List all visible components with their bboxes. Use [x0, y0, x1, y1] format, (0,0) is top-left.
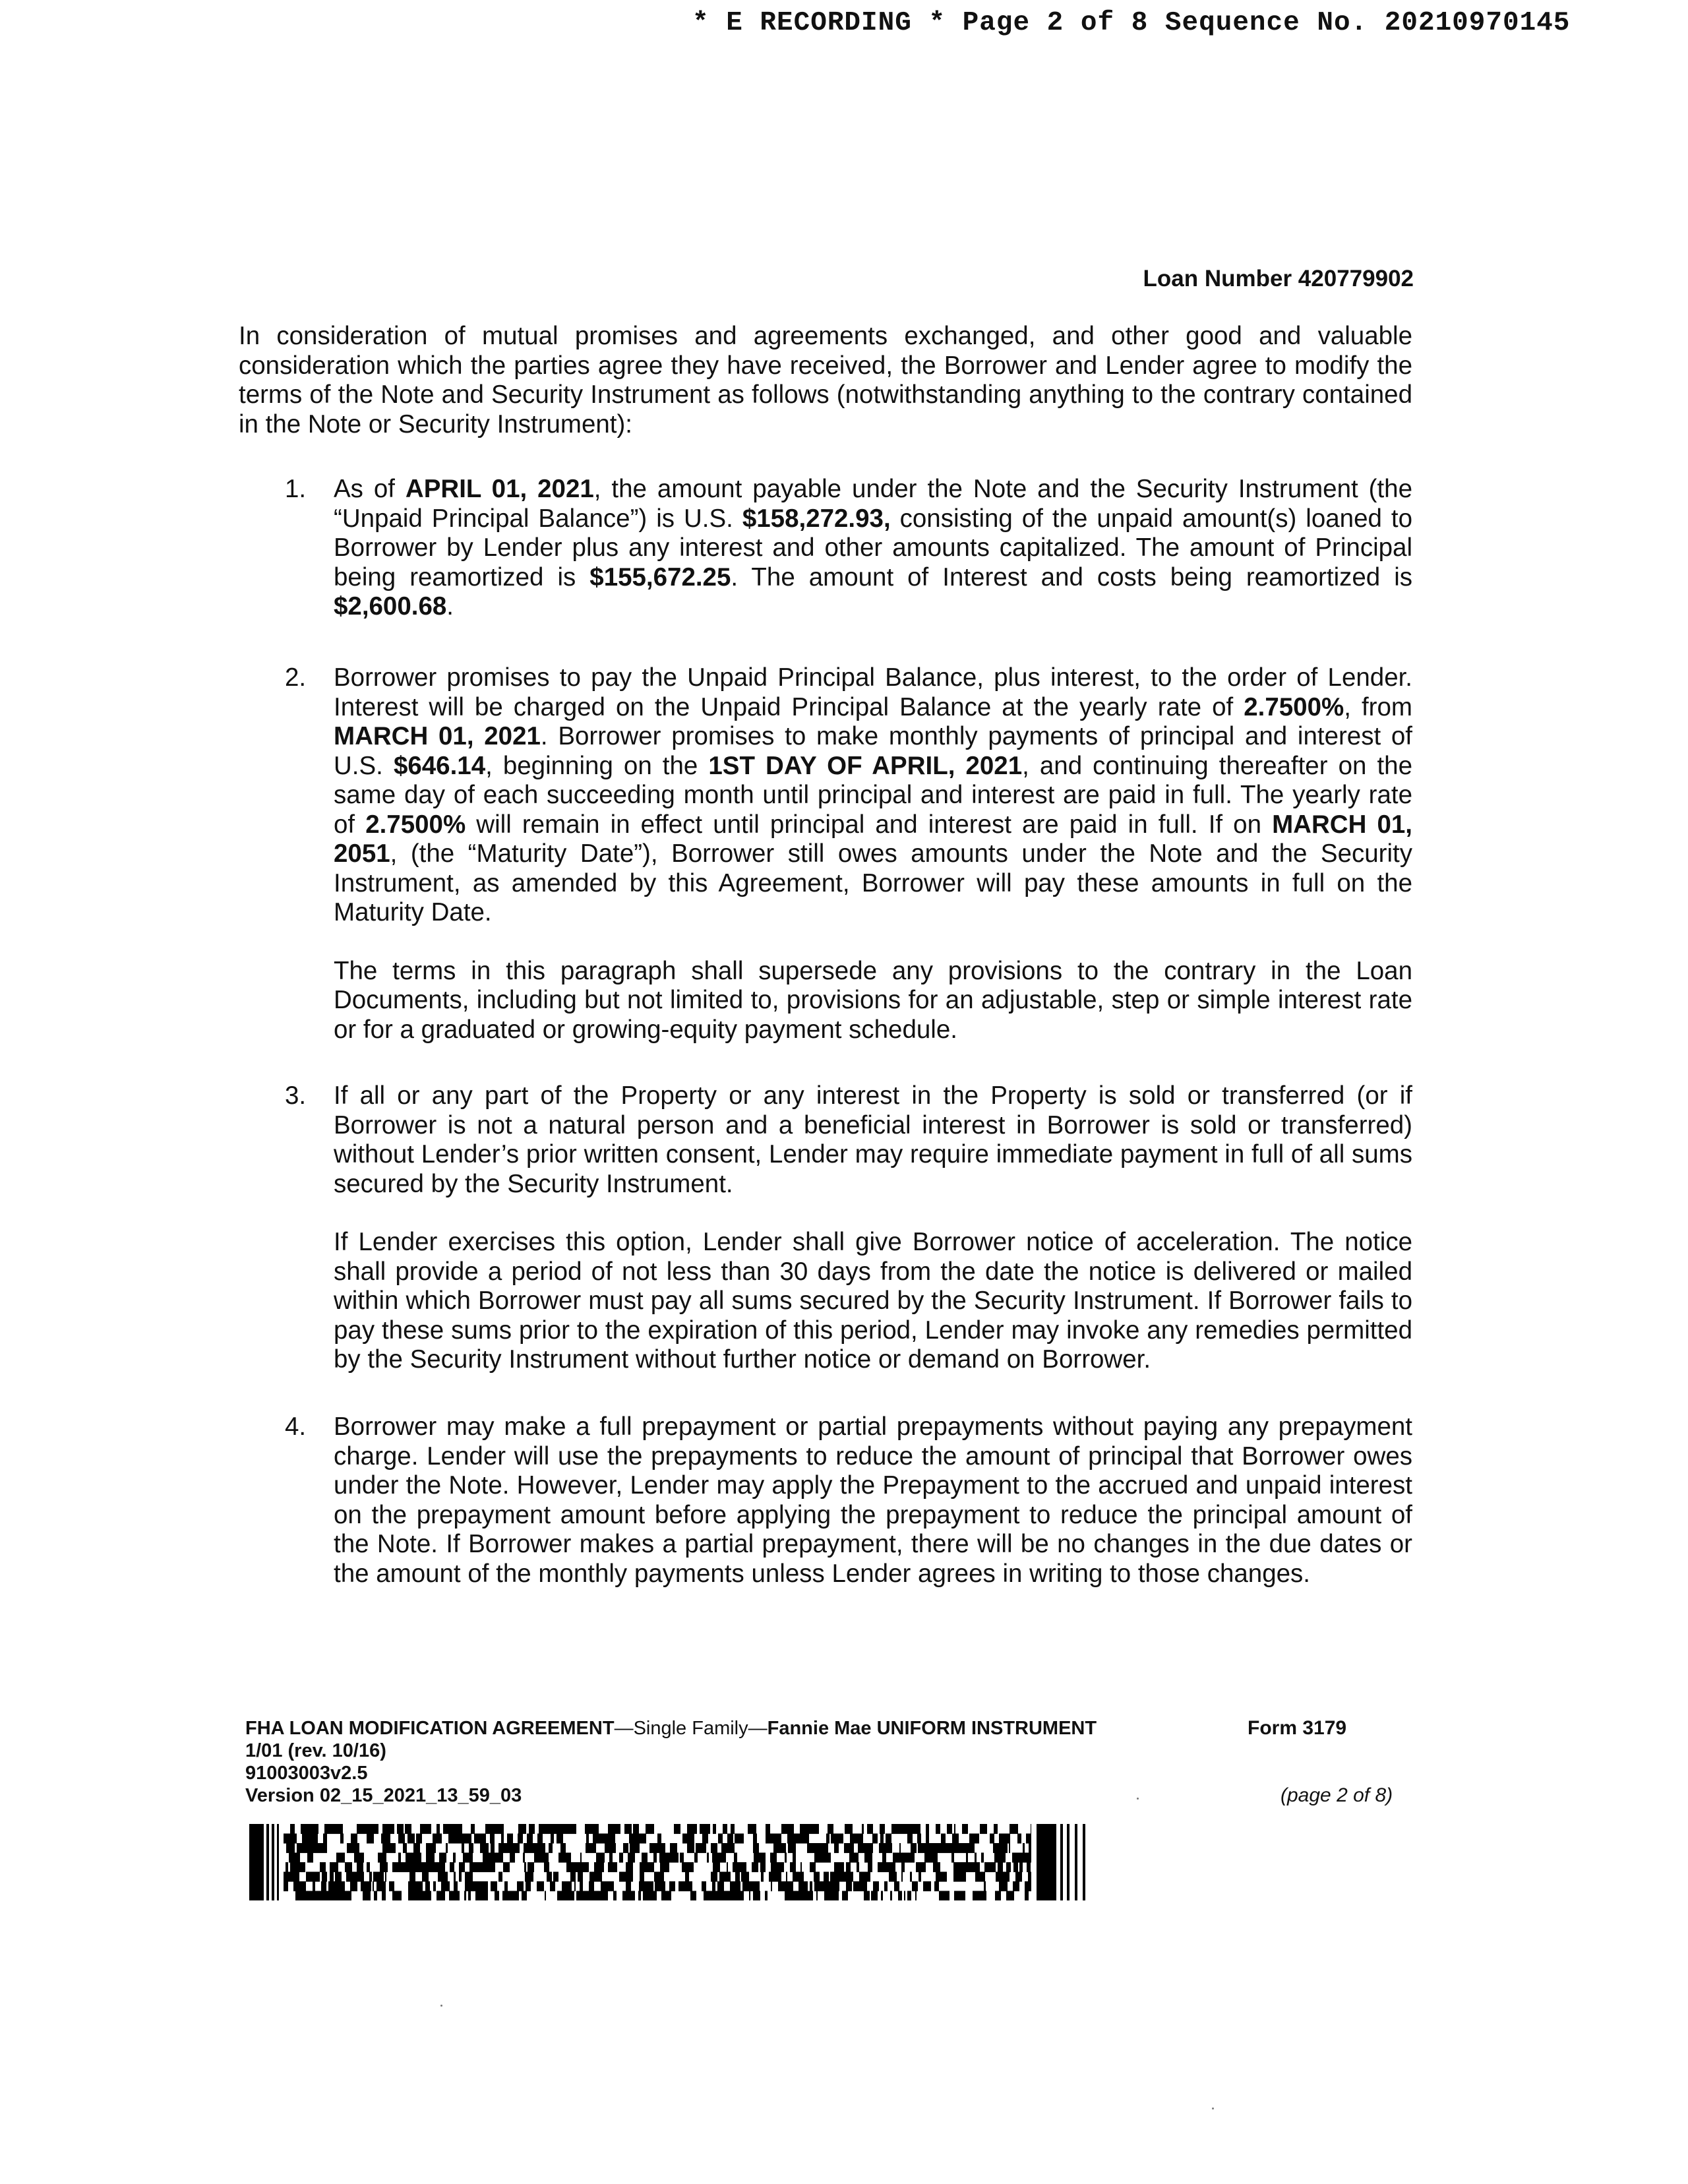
scan-speck [1212, 2108, 1214, 2109]
scan-speck [1137, 1798, 1139, 1800]
item-number: 3. [285, 1081, 307, 1110]
scan-speck [440, 2005, 442, 2007]
page-indicator: (page 2 of 8) [1281, 1784, 1393, 1806]
item-paragraph: The terms in this paragraph shall supersede any provisions to the contrary in the Loan Documents, including but not limited to, provisions for an adjustable, step or simple interest rate or for a graduated or growing-equity payment schedule. [334, 956, 1412, 1044]
intro-paragraph: In consideration of mutual promises and agreements exchanged, and other good and valuable consideration which the parties agree they have received, the Borrower and Lender agree to modify the terms of the Note and Security Instrument as follows (notwithstanding anything to the contrary contained in the Note or Security Instrument): [239, 322, 1412, 439]
item-number: 2. [285, 663, 307, 692]
barcode-image [249, 1824, 1096, 1900]
item-number: 1. [285, 475, 307, 503]
item-paragraph: If Lender exercises this option, Lender shall give Borrower notice of acceleration. The notice shall provide a period of not less than 30 days from the date the notice is delivered or mailed within which Borrower must pay all sums secured by the Security Instrument. If Borrower fails to pay these sums prior to the expiration of this period, Lender may invoke any remedies permitted by the Security Instrument without further notice or demand on Borrower. [334, 1228, 1412, 1374]
form-version: Version 02_15_2021_13_59_03 [245, 1785, 522, 1806]
loan-number: Loan Number 420779902 [1143, 266, 1414, 291]
list-item-2 [239, 663, 1412, 1045]
form-title: FHA LOAN MODIFICATION AGREEMENT—Single Family—Fannie Mae UNIFORM INSTRUMENT [245, 1718, 1097, 1739]
list-item-4 [239, 1412, 1412, 1589]
item-paragraph: As of APRIL 01, 2021, the amount payable under the Note and the Security Instrument (the “Unpaid Principal Balance”) is U.S. $158,272.93, consisting of the unpaid amount(s) loaned to Borrower by Lender plus any interest and other amounts capitalized. The amount of Principal being reamortized is $155,672.25. The amount of Interest and costs being reamortized is $2,600.68. [334, 475, 1412, 621]
form-number: Form 3179 [1248, 1717, 1347, 1739]
item-number: 4. [285, 1412, 307, 1441]
item-paragraph: Borrower promises to pay the Unpaid Principal Balance, plus interest, to the order of Lender. Interest will be charged on the Unpaid Principal Balance at the yearly rate of 2.7500%, from MARCH 01, 2021. Borrower promises to make monthly payments of principal and interest of U.S. $646.14, beginning on the 1ST DAY OF APRIL, 2021, and continuing thereafter on the same day of each succeeding month until principal and interest are paid in full. The yearly rate of 2.7500% will remain in effect until principal and interest are paid in full. If on MARCH 01, 2051, (the “Maturity Date”), Borrower still owes amounts under the Note and the Security Instrument, as amended by this Agreement, Borrower will pay these amounts in full on the Maturity Date. [334, 663, 1412, 926]
form-revision: 1/01 (rev. 10/16) [245, 1740, 386, 1761]
list-item-1 [239, 475, 1412, 622]
list-item-3 [239, 1081, 1412, 1375]
form-code: 91003003v2.5 [245, 1763, 368, 1784]
form-footer [245, 1717, 1419, 1807]
recording-stamp: * E RECORDING * Page 2 of 8 Sequence No. 20210970145 [692, 8, 1571, 38]
item-paragraph: Borrower may make a full prepayment or partial prepayments without paying any prepayment charge. Lender will use the prepayments to reduce the amount of principal that Borrower owes under the Note. However, Lender may apply the Prepayment to the accrued and unpaid interest on the prepayment amount before applying the prepayment to reduce the principal amount of the Note. If Borrower makes a partial prepayment, there will be no changes in the due dates or the amount of the monthly payments unless Lender agrees in writing to those changes. [334, 1412, 1412, 1588]
item-paragraph: If all or any part of the Property or any interest in the Property is sold or transferred (or if Borrower is not a natural person and a beneficial interest in Borrower is sold or transferred) without Lender’s prior written consent, Lender may require immediate payment in full of all sums secured by the Security Instrument. [334, 1081, 1412, 1198]
